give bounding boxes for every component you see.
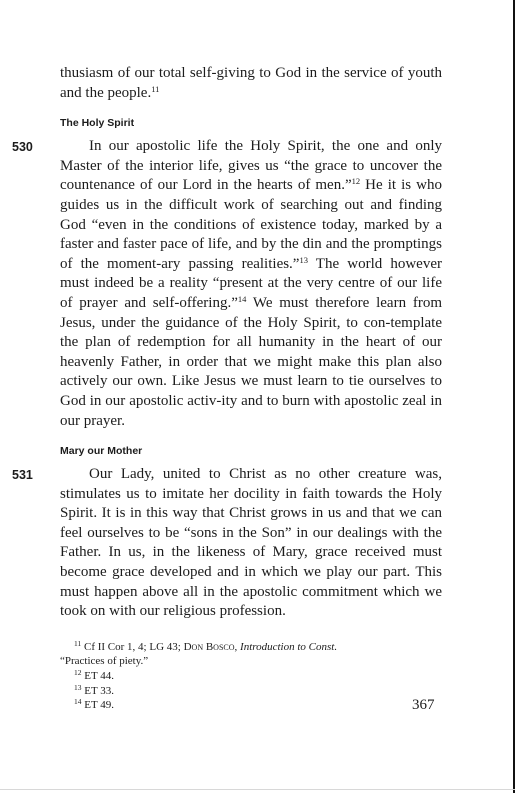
footnote-12-text: ET 44. — [81, 670, 114, 683]
page-number: 367 — [412, 697, 435, 713]
footnote-ref-11: 11 — [151, 83, 160, 94]
footnote-ref-12: 12 — [351, 176, 361, 187]
paragraph-number-531: 531 — [12, 468, 33, 483]
footnote-mark-14: 14 — [74, 697, 82, 707]
footnote-13-text: ET 33. — [81, 684, 114, 697]
paragraph-531 — [12, 465, 442, 622]
footnote-ref-14: 14 — [237, 293, 247, 304]
footnote-mark-13: 13 — [74, 682, 82, 692]
footnote-11-continuation: “Practices of piety.” — [60, 655, 149, 668]
footnote-11 — [60, 640, 442, 669]
footnote-mark-12: 12 — [74, 668, 82, 678]
footnotes — [60, 640, 442, 713]
paragraph-531-text: Our Lady, united to Christ as no other creature was, stimulates us to imitate her docility in faith towards the Holy Spirit. It is in this way that Christ grows in us and that we can feel ourselves to be “sons in the Son” in our dealings with the Father. In us, in the likeness of Mary, grace received must become grace developed and in which we play our part. This must happen above all in the apostolic commitment which we took on with our religious profession. — [60, 466, 442, 620]
footnote-12 — [60, 669, 442, 684]
page-bottom-edge — [0, 789, 515, 790]
footnote-14 — [60, 698, 442, 713]
intro-text: thusiasm of our total self-giving to God in the service of youth and the people. — [60, 65, 442, 101]
paragraph-530-text-1: In our apostolic life the Holy Spirit, the one and only Master of the interior life, gives us “the grace to uncover the countenance of our Lord in the hearts of men.” — [60, 138, 442, 194]
footnote-11-title: Introduction to Const. — [240, 640, 338, 653]
intro-paragraph — [60, 64, 442, 103]
footnote-13 — [60, 684, 442, 699]
paragraph-number-530: 530 — [12, 140, 33, 155]
footnote-11-citation: Cf II Cor 1, 4; LG 43; — [81, 640, 184, 653]
paragraph-530-text-3: The world however must indeed be a reality “present at the very centre of our life of prayer and self-offering.” — [60, 255, 442, 311]
footnote-11-author: Don Bosco — [183, 640, 235, 653]
paragraph-530-text-2: He it is who guides us in the difficult work of searching out and finding God “even in the conditions of existence today, marked by a faster and faster pace of life, and by the din and the promptings of the moment-ary passing realities.” — [60, 177, 443, 272]
footnote-mark-11: 11 — [74, 638, 82, 648]
footnote-ref-13: 13 — [299, 254, 308, 265]
section-heading-holy-spirit: The Holy Spirit — [60, 117, 135, 130]
footnote-11-separator: , — [234, 640, 241, 653]
footnote-14-text: ET 49. — [81, 699, 114, 712]
section-heading-mary-our-mother: Mary our Mother — [60, 445, 143, 458]
paragraph-530 — [12, 137, 443, 431]
document-page — [12, 64, 443, 713]
paragraph-530-text-4: We must therefore learn from Jesus, under the guidance of the Holy Spirit, to con-template the plan of redemption for all humanity in the heart of our heavenly Father, in order that we might make this plan also actively our own. Like Jesus we must learn to tie ourselves to God in our apostolic activ-ity and to burn with apostolic zeal in our prayer. — [60, 294, 442, 429]
